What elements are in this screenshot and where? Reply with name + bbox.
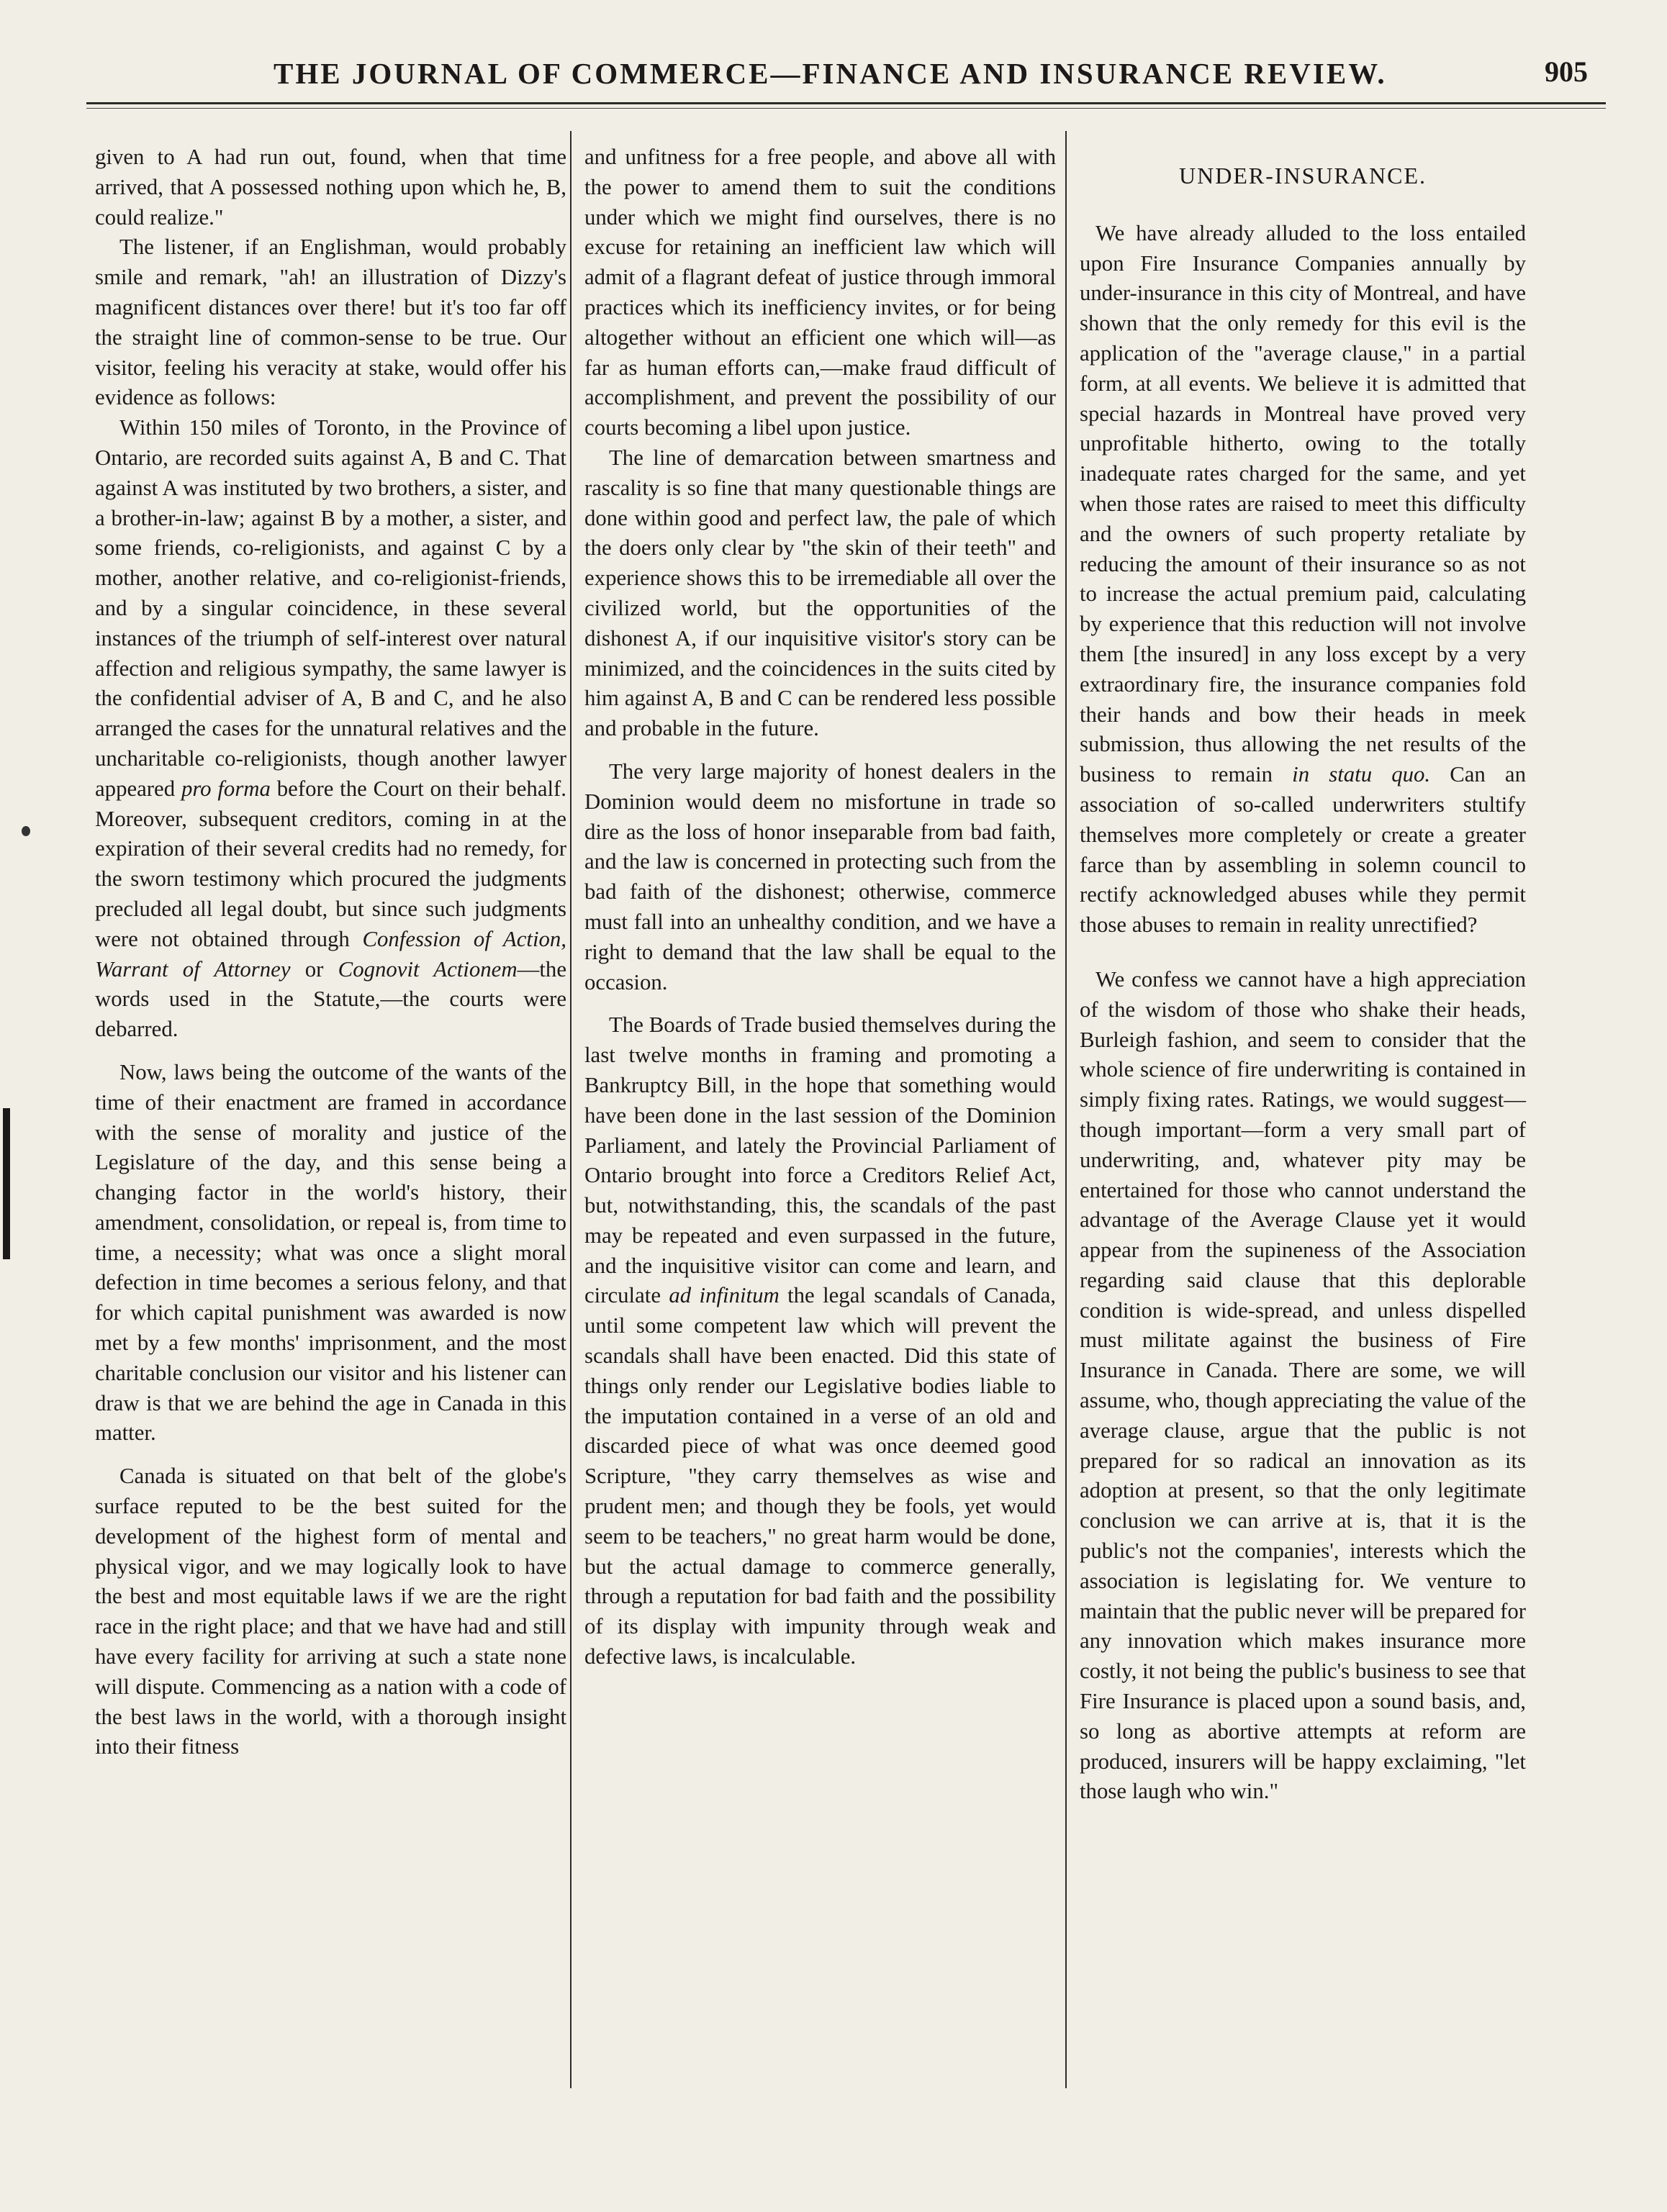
paragraph: [584, 1010, 1056, 1672]
column-3: [1080, 151, 1526, 1807]
journal-title: THE JOURNAL OF COMMERCE—FINANCE AND INSURANCE REVIEW.: [274, 57, 1387, 90]
paragraph: and unfitness for a free people, and above all with the power to amend them to suit the conditions under which we might find ourselves, there is no excuse for retaining an inefficient law which will admit of a flagrant defeat of justice through immoral practices which its inefficiency invites, or for being altogether without an efficient one which will—as far as human efforts can,—make fraud difficult of accomplishment, and prevent the possibility of our courts becoming a libel upon justice.: [584, 145, 1056, 440]
text-run: or: [304, 956, 324, 982]
paragraph: Now, laws being the outcome of the wants of the time of their enactment are framed in accordance with the sense of morality and justice of the Legislature of the day, and this sense being a changing factor in the world's history, their amendment, consolidation, or repeal is, from time to time, a necessity; what was once a slight moral defection in time becomes a serious felony, and that for which capital punishment was awarded is now met by a few months' imprisonment, and the most charitable conclusion our visitor and his listener can draw is that we are behind the age in Canada in this matter.: [95, 1059, 566, 1446]
text-run: before the Court on their behalf. Moreover, subsequent creditors, coming in at the expiration of their several credits had no remedy, for the sworn testimony which procured the judgments precluded all legal doubt, but since such judgments were not obtained through: [95, 776, 567, 951]
text-run: Within 150 miles of Toronto, in the Province of Ontario, are recorded suits against A, B and C. That against A was instituted by two brothers, a sister, and a brother-in-law; against B by a mother, a sister, and some friends, co-religionists, and against C by a mother, another relative, and co-religionist-friends, and by a singular coincidence, in these several instances of the triumph of self-interest over natural affection and religious sympathy, the same lawyer is the confidential adviser of A, B and C, and he also arranged the cases for the unnatural relatives and the uncharitable co-religionists, though another lawyer appeared: [95, 415, 566, 801]
paragraph: given to A had run out, found, when that time arrived, that A possessed nothing upon which he, B, could realize.": [95, 145, 566, 230]
paragraph: [1080, 219, 1526, 940]
italic-text: Cognovit Actionem: [338, 956, 518, 982]
column-2: [584, 142, 1056, 1672]
binding-edge-mark: [3, 1108, 10, 1259]
header-rule-bottom: [86, 108, 1606, 109]
section-title: UNDER-INSURANCE.: [1179, 163, 1427, 189]
italic-text: in statu quo.: [1292, 762, 1431, 787]
column-divider-right: [1065, 131, 1067, 2088]
header-rule-top: [86, 102, 1606, 104]
column-divider-left: [570, 131, 572, 2088]
page-number: 905: [1545, 55, 1588, 88]
paragraph: [95, 413, 566, 1045]
paragraph: The listener, if an Englishman, would probably smile and remark, "ah! an illustration of Dizzy's magnificent distances over there! but it's too far off the straight line of common-sense to be true. Our visitor, feeling his veracity at stake, would offer his evidence as follows:: [95, 235, 566, 410]
text-run: —the words used in the Statute,—the courts were debarred.: [95, 956, 566, 1042]
paragraph: We confess we cannot have a high appreciation of the wisdom of those who shake their heads, Burleigh fashion, and seem to consider that the whole science of fire underwriting is contained in simply fixing rates. Ratings, we would suggest—though important—form a very small part of underwriting, and, whatever pity may be entertained for those who cannot understand the advantage of the Average Clause yet it would appear from the supineness of the Association regarding said clause that this deplorable condition is wide-spread, and unless dispelled must militate against the business of Fire Insurance in Canada. There are some, we will assume, who, though appreciating the value of the average clause, argue that the public is not prepared for so radical an innovation as its adoption at present, so that the only legitimate conclusion we can arrive at is, that it is the public's not the companies', interests which the association is legislating for. We venture to maintain that the public never will be prepared for any innovation which makes insurance more costly, it not being the public's business to see that Fire Insurance is placed upon a sound basis, and, so long as abortive attempts at reform are produced, insurers will be happy exclaiming, "let those laugh who win.": [1080, 966, 1526, 1804]
page-header: [86, 50, 1602, 101]
text-run: the legal scandals of Canada, until some competent law which will prevent the scandals shall have been enacted. Did this state of things only render our Legislative bodies liable to the imputation contained in a verse of an old and discarded piece of what was once deemed good Scripture, "they carry themselves as wise and prudent men; and though they be fools, yet would seem to be teachers," no great harm would be done, but the actual damage to commerce generally, through a reputation for bad faith and the possibility of its display with impunity through weak and defective laws, is incalculable.: [584, 1283, 1057, 1669]
ink-blot: [22, 826, 30, 836]
italic-text: Confession of Action, Warrant of Attorney: [95, 926, 567, 982]
paragraph: The line of demarcation between smartness and rascality is so fine that many questionable things are done within good and perfect law, the pale of which the doers only clear by "the skin of their teeth" and experience shows this to be irremediable all over the civilized world, but the opportunities of the dishonest A, if our inquisitive visitor's story can be minimized, and the coincidences in the suits cited by him against A, B and C can be rendered less possible and probable in the future.: [584, 445, 1056, 741]
paragraph: The very large majority of honest dealers in the Dominion would deem no misfortune in trade so dire as the loss of honor inseparable from bad faith, and the law is concerned in protecting such from the bad faith of the dishonest; otherwise, commerce must fall into an unhealthy condition, and we have a right to demand that the law shall be equal to the occasion.: [584, 758, 1056, 994]
text-run: We have already alluded to the loss entailed upon Fire Insurance Companies annually by under-insurance in this city of Montreal, and have shown that the only remedy for this evil is the application of the "average clause," in a partial form, at all events. We believe it is admitted that special hazards in Montreal have proved very unprofitable hitherto, owing to the totally inadequate rates charged for the same, and yet when those rates are raised to meet this difficulty and the owners of such property retaliate by reducing the amount of their insurance so as not to increase the actual premium paid, calculating by experience that this reduction will not involve them [the insured] in any loss except by a very extraordinary fire, the insurance companies fold their hands and bow their heads in meek submission, thus allowing the net results of the business to remain: [1080, 220, 1526, 787]
text-run: Can an association of so-called underwriters stultify themselves more completely or create a greater farce than by assembling in solemn council to rectify acknowledged abuses while they permit those abuses to remain in reality unrectified?: [1080, 762, 1526, 938]
paragraph: Canada is situated on that belt of the globe's surface reputed to be the best suited for the development of the highest form of mental and physical vigor, and we may logically look to have the best and most equitable laws if we are the right race in the right place; and that we have had and still have every facility for arriving at such a state none will dispute. Commencing as a nation with a code of the best laws in the world, with a thorough insight into their fitness: [95, 1464, 566, 1759]
column-1: [95, 142, 566, 1762]
italic-text: pro forma: [181, 776, 271, 801]
text-run: The Boards of Trade busied themselves during the last twelve months in framing and promoting a Bankruptcy Bill, in the hope that something would have been done in the last session of the Dominion Parliament, and lately the Provincial Parliament of Ontario brought into force a Creditors Relief Act, but, notwithstanding, this, the scandals of the past may be repeated and even surpassed in the future, and the inquisitive visitor can come and learn, and circulate: [584, 1012, 1056, 1308]
italic-text: ad infinitum: [669, 1283, 780, 1308]
